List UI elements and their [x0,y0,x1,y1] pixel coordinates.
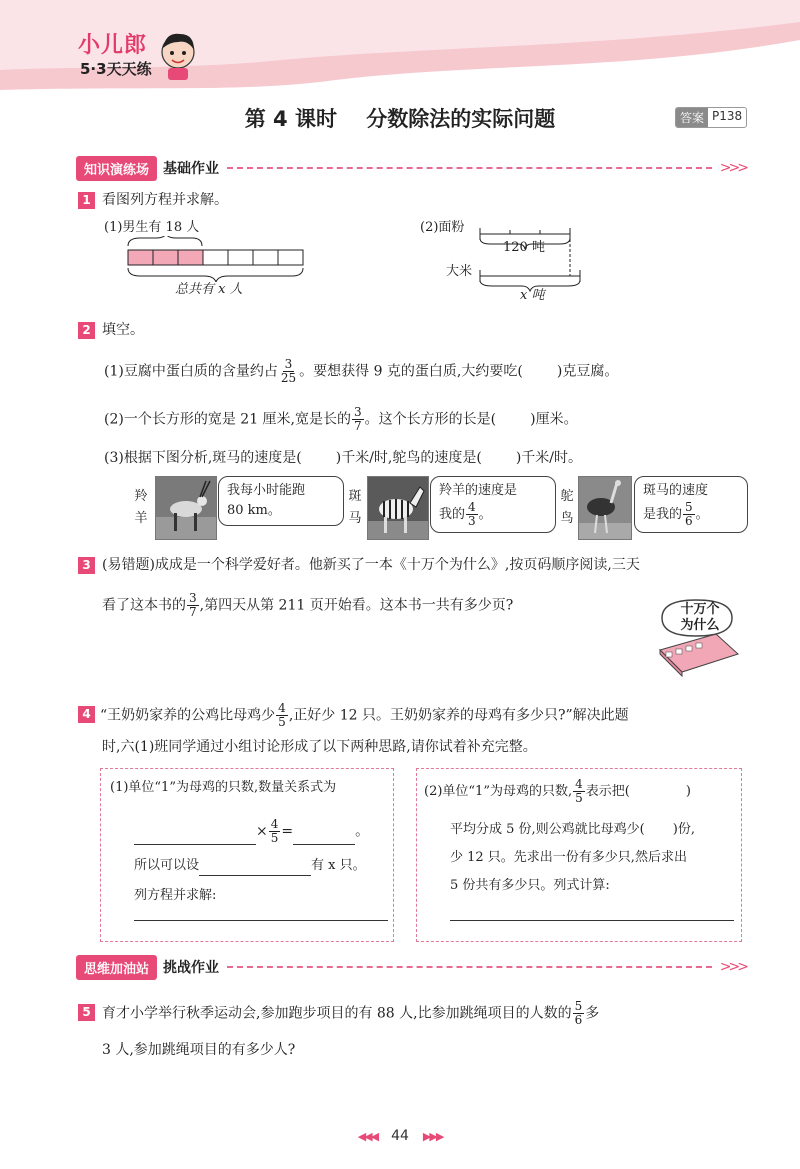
antelope-label-char: 羊 [134,511,148,526]
q4-method2-title [424,778,691,805]
zebra-label-char: 马 [348,511,362,526]
section-basic-header [76,156,746,180]
section-divider [227,966,712,968]
antelope-photo [155,476,217,540]
q4-method2-line3: 少 12 只。先求出一份有多少只,然后求出 [450,850,687,865]
q4-method2-line4: 5 份共有多少只。列式计算: [450,878,610,893]
ostrich-label-char: 鸵 [560,489,574,504]
times-sign: × [256,823,268,840]
q2-sub1-text-b: 。要想获得 9 克的蛋白质,大约要吃( [299,363,523,380]
q2-sub1 [104,358,618,385]
frac-denominator: 5 [575,791,583,805]
answer-blank[interactable] [134,844,256,845]
q4-right-text-b: 表示把( [585,784,630,799]
page-title: 第 4 课时 分数除法的实际问题 [244,107,556,131]
answer-page: P138 [712,109,743,123]
q2-sub3-text-a: (3)根据下图分析,斑马的速度是( [104,450,302,466]
q4-text-a: “王奶奶家养的公鸡比母鸡少 [100,707,276,724]
q2-sub3-text-c: )千米/时。 [515,450,583,466]
fraction [276,702,288,729]
q5-text-a: 育才小学举行秋季运动会,参加跑步项目的有 88 人,比参加跳绳项目的人数的 [102,1005,572,1022]
q1-part2-rice-label: 大米 [446,264,473,279]
q1-part1-total: 总共有 x 人 [175,282,243,297]
q4-method1-relation [134,818,369,845]
frac-denominator: 6 [685,514,693,528]
q4-method1-solve: 列方程并求解: [134,888,217,903]
q1-part2-label: (2)面粉 [420,220,465,235]
bubble-line: 我每小时能跑 [227,483,306,498]
fraction [573,1000,585,1027]
fraction [187,592,199,619]
answer-line[interactable] [134,920,388,921]
q3-text-a: 看了这本书的 [102,597,186,614]
question-number: 2 [78,322,95,339]
ostrich-speech-bubble [634,476,748,533]
fraction [279,358,298,385]
frac-numerator: 5 [574,999,583,1013]
section-divider [227,167,712,169]
q4-method1-title: (1)单位“1”为母鸡的只数,数量关系式为 [110,780,337,795]
frac-denominator: 25 [280,371,297,385]
book-title [662,602,738,634]
bubble-text: 。 [478,507,492,522]
question-number: 5 [78,1004,95,1021]
section-subtitle: 基础作业 [163,161,220,177]
frac-denominator: 5 [270,831,279,845]
page-number: 44 [391,1128,409,1144]
frac-numerator: 5 [685,500,693,514]
book-title-line: 为什么 [680,618,720,633]
frac-numerator: 3 [284,357,293,371]
bubble-line: 羚羊的速度是 [439,483,518,498]
ostrich-label-char: 鸟 [560,511,574,526]
frac-numerator: 4 [468,500,476,514]
q3-text-b: ,第四天从第 211 页开始看。这本书一共有多少页? [199,597,514,614]
double-chevron-icon: >>> [719,959,746,975]
fraction [352,406,364,433]
zebra-label [347,486,363,530]
antelope-speech-bubble [218,476,344,526]
frac-denominator: 3 [468,514,476,528]
answer-page-ref [675,107,747,128]
bubble-text: 。 [695,507,709,522]
q4-right-text-a: (2)单位“1”为母鸡的只数, [424,784,573,799]
q4-let-text-b: 有 x 只。 [311,858,366,873]
bubble-text: 是我的 [643,507,683,522]
answer-label: 答案 [676,108,708,127]
antelope-label [133,486,149,530]
page-footer [0,1128,800,1144]
frac-numerator: 3 [189,591,197,605]
answer-blank[interactable] [293,844,355,845]
q2-sub2-text-b: 。这个长方形的长是( [364,411,497,428]
fraction [683,501,695,528]
section-tag: 思维加油站 [76,955,157,980]
brand-logo: 小儿郎 [78,33,148,58]
section-tag: 知识演练场 [76,156,157,181]
frac-denominator: 7 [189,605,197,619]
q4-right-l2-b: )份, [672,822,695,837]
section-subtitle: 挑战作业 [163,960,220,976]
frac-numerator: 4 [270,817,279,831]
question-number: 3 [78,557,95,574]
q3-line1: (易错题)成成是一个科学爱好者。他新买了一本《十万个为什么》,按页码顺序阅读,三天 [102,557,640,573]
q4-method2-line2 [450,820,695,840]
period: 。 [355,823,370,840]
series-name: 5·3天天练 [80,60,152,78]
section-challenge-header [76,955,746,979]
frac-numerator: 4 [278,701,286,715]
q4-line2: 时,六(1)班同学通过小组讨论形成了以下两种思路,请你试着补充完整。 [102,739,537,755]
q2-sub1-text-c: )克豆腐。 [556,363,619,380]
q4-text-b: ,正好少 12 只。王奶奶家养的母鸡有多少只?”解决此题 [288,707,629,724]
fraction [269,818,281,845]
mascot-icon [158,30,198,82]
q2-sub3 [104,448,582,468]
bubble-line [643,501,739,528]
q4-right-text-c: ) [685,784,691,799]
q1-part2-total: x 吨 [520,288,545,303]
bubble-line [439,501,547,528]
antelope-label-char: 羚 [134,489,148,504]
next-arrows-icon: ▶▶▶ [422,1130,443,1143]
q4-method1-let [134,856,366,876]
question-number: 4 [78,706,95,723]
prev-arrows-icon: ◀◀◀ [357,1130,378,1143]
fraction [466,501,478,528]
equals-sign: = [281,823,294,840]
q4-right-l2-a: 平均分成 5 份,则公鸡就比母鸡少( [450,822,645,837]
q5-line1 [102,1000,599,1027]
book-title-line: 十万个 [680,602,720,617]
bubble-line: 斑马的速度 [643,483,709,498]
ostrich-label [559,486,575,530]
zebra-photo [367,476,429,540]
frac-denominator: 7 [354,419,362,433]
q5-line2: 3 人,参加跳绳项目的有多少人? [102,1042,296,1058]
q1-part2-amount: 120 吨 [503,240,545,255]
q2-sub2-text-a: (2)一个长方形的宽是 21 厘米,宽是长的 [104,411,351,428]
q4-let-text-a: 所以可以设 [134,858,200,873]
answer-line[interactable] [450,920,734,921]
zebra-speech-bubble [430,476,556,533]
frac-denominator: 6 [574,1013,583,1027]
ostrich-photo [578,476,632,540]
frac-denominator: 5 [278,715,286,729]
answer-blank[interactable] [199,875,311,876]
q5-text-b: 多 [585,1005,600,1022]
bubble-line: 80 km。 [227,503,281,518]
frac-numerator: 3 [354,405,362,419]
q2-sub1-text-a: (1)豆腐中蛋白质的含量约占 [104,363,278,380]
q2-sub2-text-c: )厘米。 [530,411,578,428]
zebra-label-char: 斑 [348,489,362,504]
fraction [573,778,585,805]
double-chevron-icon: >>> [719,160,746,176]
q1-part1-label: (1)男生有 18 人 [104,220,200,235]
q2-sub3-text-b: )千米/时,鸵鸟的速度是( [335,450,482,466]
bubble-text: 我的 [439,507,466,522]
q3-line2 [102,592,513,619]
q1-bar-diagram [120,236,310,282]
question-number: 1 [78,192,95,209]
frac-numerator: 4 [575,777,583,791]
question-stem: 看图列方程并求解。 [102,192,228,208]
q4-line1 [100,702,629,729]
q2-sub2 [104,406,578,433]
question-stem: 填空。 [102,322,144,338]
